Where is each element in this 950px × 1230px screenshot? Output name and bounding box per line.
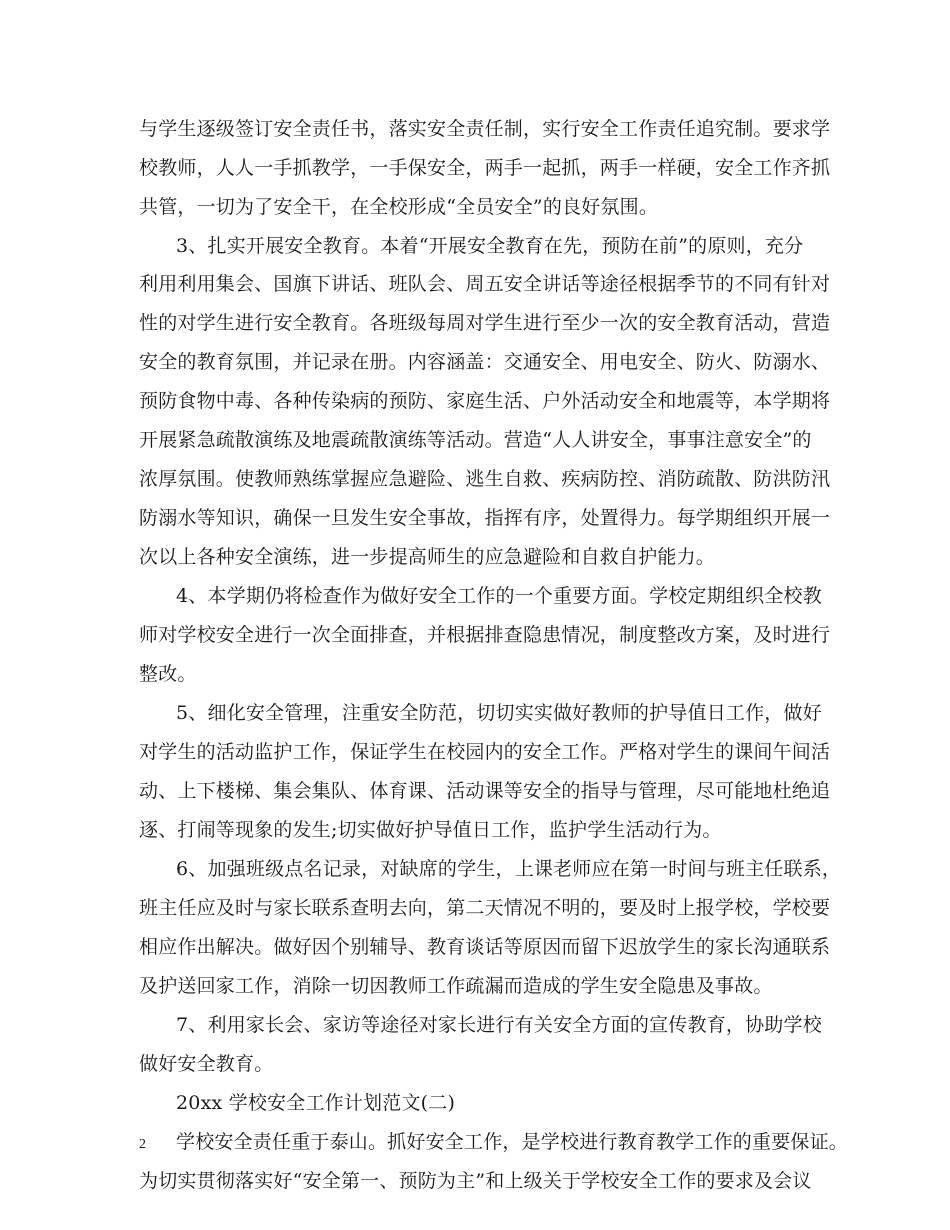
text-line: 学校安全责任重于泰山。抓好安全工作，是学校进行教育教学工作的重要保证。 [176,1131,849,1153]
text-line: 4、本学期仍将检查作为做好安全工作的一个重要方面。学校定期组织全校教 [176,585,822,607]
text-line: 防溺水等知识，确保一旦发生安全事故，指挥有序，处置得力。每学期组织开展一 [139,507,831,529]
text-line: 5、细化安全管理，注重安全防范，切切实实做好教师的护导值日工作，做好 [176,702,822,724]
text-line: 师对学校安全进行一次全面排查，并根据排查隐患情况，制度整改方案，及时进行 [139,624,831,646]
text-line: 及护送回家工作，消除一切因教师工作疏漏而造成的学生安全隐患及事故。 [139,975,773,997]
text-line: 浓厚氛围。使教师熟练掌握应急避险、逃生自救、疾病防控、消防疏散、防洪防汛 [139,468,831,490]
text-line: 7、利用家长会、家访等途径对家长进行有关安全方面的宣传教育，协助学校 [176,1014,822,1036]
page-number: 2 [139,1137,146,1152]
text-line: 对学生的活动监护工作，保证学生在校园内的安全工作。严格对学生的课间午间活 [139,741,831,763]
text-line: 逐、打闹等现象的发生;切实做好护导值日工作，监护学生活动行为。 [139,819,722,841]
text-line: 性的对学生进行安全教育。各班级每周对学生进行至少一次的安全教育活动，营造 [139,312,831,334]
text-line: 为切实贯彻落实好“安全第一、预防为主”和上级关于学校安全工作的要求及会议 [139,1170,812,1192]
text-line: 共管，一切为了安全干，在全校形成“全员安全”的良好氛围。 [139,196,659,218]
text-line: 校教师，人人一手抓教学，一手保安全，两手一起抓，两手一样硬，安全工作齐抓 [139,157,831,179]
text-line: 安全的教育氛围，并记录在册。内容涵盖：交通安全、用电安全、防火、防溺水、 [139,351,831,373]
text-line: 利用利用集会、国旗下讲话、班队会、周五安全讲话等途径根据季节的不同有针对 [139,273,831,295]
text-line: 6、加强班级点名记录，对缺席的学生，上课老师应在第一时间与班主任联系， [176,858,842,880]
text-line: 与学生逐级签订安全责任书，落实安全责任制，实行安全工作责任追究制。要求学 [139,118,831,140]
section-heading: 20xx 学校安全工作计划范文(二) [176,1092,456,1114]
text-line: 开展紧急疏散演练及地震疏散演练等活动。营造“人人讲安全，事事注意安全”的 [139,429,812,451]
text-line: 动、上下楼梯、集会集队、体育课、活动课等安全的指导与管理，尽可能地杜绝追 [139,780,831,802]
text-line: 整改。 [139,663,197,685]
text-line: 班主任应及时与家长联系查明去向，第二天情况不明的，要及时上报学校，学校要 [139,897,831,919]
text-line: 3、扎实开展安全教育。本着“开展安全教育在先，预防在前”的原则，充分 [176,235,804,257]
text-line: 次以上各种安全演练，进一步提高师生的应急避险和自救自护能力。 [139,546,716,568]
text-line: 预防食物中毒、各种传染病的预防、家庭生活、户外活动安全和地震等，本学期将 [139,390,831,412]
text-line: 做好安全教育。 [139,1053,274,1075]
text-line: 相应作出解决。做好因个别辅导、教育谈话等原因而留下迟放学生的家长沟通联系 [139,936,831,958]
